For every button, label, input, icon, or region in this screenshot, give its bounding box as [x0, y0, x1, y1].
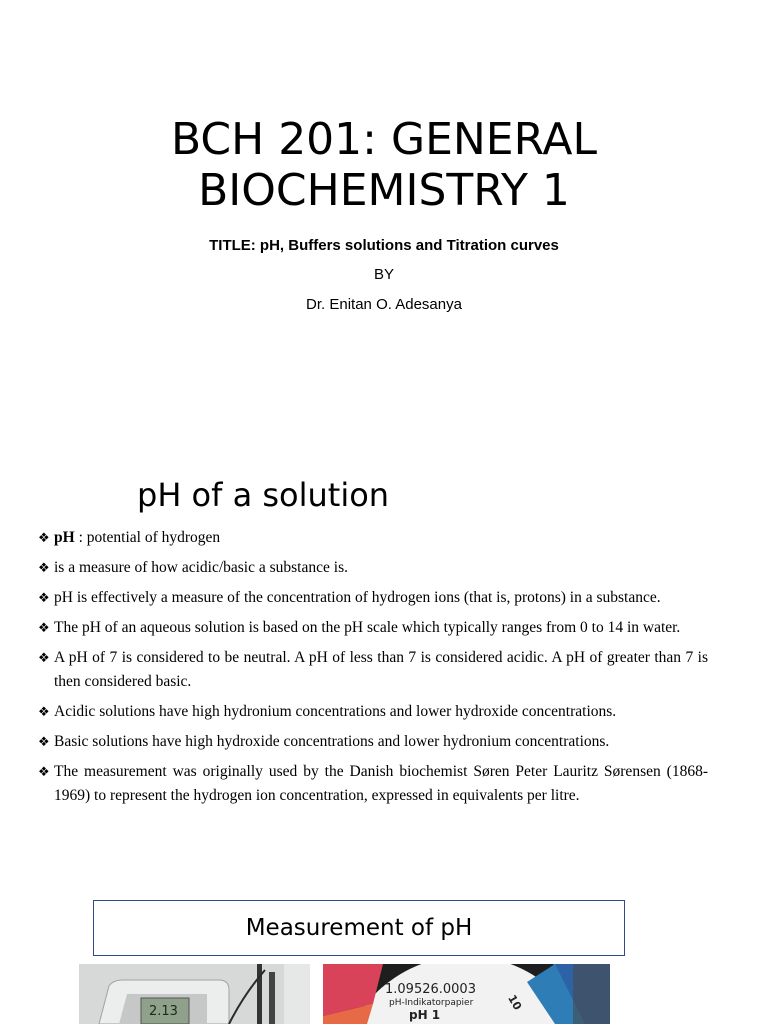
title-slide	[0, 0, 768, 430]
main-title-line-1: BCH 201: GENERAL	[170, 114, 597, 165]
ph-heading: pH of a solution	[137, 476, 390, 514]
bullet-item	[38, 526, 708, 550]
subtitle: TITLE: pH, Buffers solutions and Titration curves	[209, 237, 559, 254]
ph-meter-photo	[79, 964, 310, 1024]
bullet-item	[38, 556, 708, 580]
ph-indicator-photo	[323, 964, 610, 1024]
bullet-text: The measurement was originally used by the Danish biochemist Søren Peter Lauritz Sørensen (1868-1969) to represent the hydrogen ion concentration, expressed in equivalents per litre.	[54, 763, 708, 804]
bullet-list	[38, 526, 708, 814]
bullet-item	[38, 616, 708, 640]
diamond-bullet-icon: ❖	[38, 620, 50, 635]
bullet-item	[38, 700, 708, 724]
strip-label-text: pH-Indikatorpapier	[389, 998, 474, 1008]
bullet-item	[38, 646, 708, 694]
ph-meter-illustration	[79, 964, 310, 1024]
diamond-bullet-icon: ❖	[38, 560, 50, 575]
author-name: Dr. Enitan O. Adesanya	[306, 296, 462, 313]
strip-number-text: 10	[505, 992, 525, 1013]
diamond-bullet-icon: ❖	[38, 530, 50, 545]
bullet-item	[38, 586, 708, 610]
bullet-text: : potential of hydrogen	[74, 529, 221, 546]
bullet-text: A pH of 7 is considered to be neutral. A pH of less than 7 is considered acidic. A pH of greater than 7 is then considered basic.	[54, 649, 708, 690]
diamond-bullet-icon: ❖	[38, 764, 50, 779]
bullet-text: Basic solutions have high hydroxide concentrations and lower hydronium concentrations.	[54, 733, 610, 750]
measurement-heading-box	[93, 900, 625, 956]
strip-ph-text: pH 1	[409, 1008, 441, 1022]
bullet-text: is a measure of how acidic/basic a substance is.	[54, 559, 348, 576]
main-title-line-2: BIOCHEMISTRY 1	[198, 165, 570, 216]
bullet-bold-term: pH	[54, 529, 75, 546]
bullet-text: Acidic solutions have high hydronium concentrations and lower hydroxide concentrations.	[54, 703, 617, 720]
by-line: BY	[373, 266, 394, 283]
diamond-bullet-icon: ❖	[38, 650, 50, 665]
bullet-text: pH is effectively a measure of the concentration of hydrogen ions (that is, protons) in a substance.	[54, 589, 661, 606]
bullet-item	[38, 760, 708, 808]
diamond-bullet-icon: ❖	[38, 734, 50, 749]
measurement-heading: Measurement of pH	[245, 915, 473, 941]
bullet-text: The pH of an aqueous solution is based on the pH scale which typically ranges from 0 to 14 in water.	[54, 619, 681, 636]
strip-code-text: 1.09526.0003	[385, 982, 476, 997]
diamond-bullet-icon: ❖	[38, 590, 50, 605]
meter-display-text: 2.13	[149, 1004, 178, 1019]
diamond-bullet-icon: ❖	[38, 704, 50, 719]
main-title	[0, 114, 768, 216]
bullet-item	[38, 730, 708, 754]
